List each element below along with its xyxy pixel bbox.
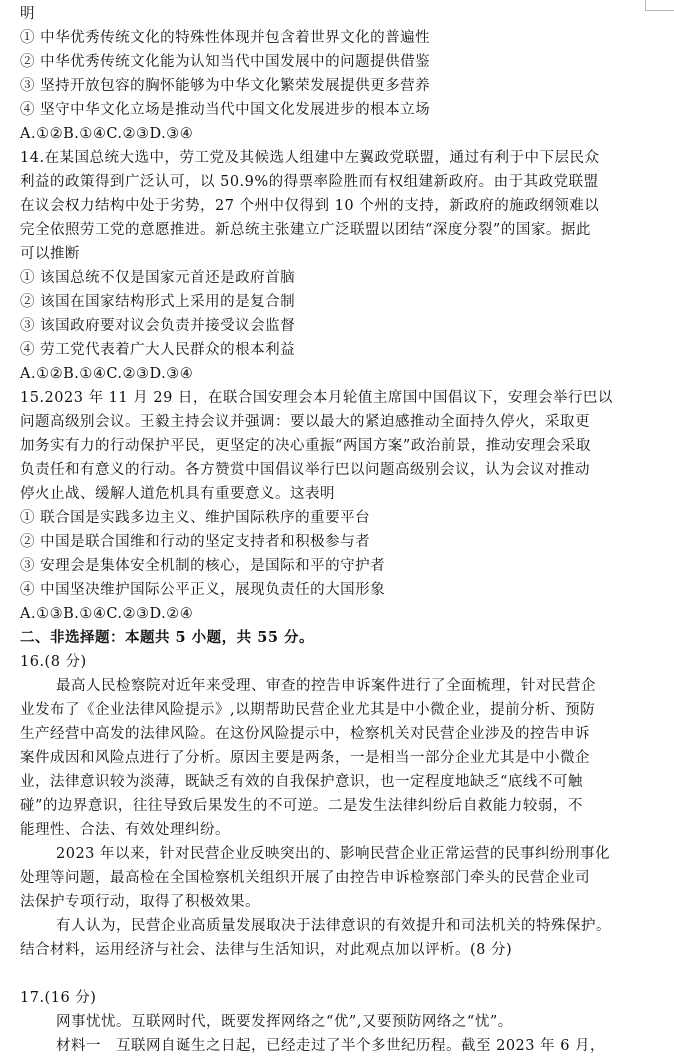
text-line: 碰”的边界意识，往往导致后果发生的不可逆。二是发生法律纠纷后自救能力较弱，不 <box>20 798 583 814</box>
text-line: ① 中华优秀传统文化的特殊性体现并包含着世界文化的普遍性 <box>20 30 431 46</box>
text-line: ② 中国是联合国维和行动的坚定支持者和积极参与者 <box>20 534 371 550</box>
text-line: A.①②B.①④C.②③D.③④ <box>20 126 194 142</box>
text-line: 2023 年以来，针对民营企业反映突出的、影响民营企业正常运营的民事纠纷刑事化 <box>56 846 611 862</box>
text-line: 二、非选择题：本题共 5 小题，共 55 分。 <box>20 629 314 646</box>
text-line: 17.(16 分) <box>20 990 97 1006</box>
text-line: ③ 该国政府要对议会负责并接受议会监督 <box>20 318 296 334</box>
text-line: ④ 坚守中华文化立场是推动当代中国文化发展进步的根本立场 <box>20 102 431 118</box>
exam-document <box>20 2 672 1058</box>
text-line: ① 该国总统不仅是国家元首还是政府首脑 <box>20 270 296 286</box>
blank-line <box>20 962 672 986</box>
text-line: 14.在某国总统大选中，劳工党及其候选人组建中左翼政党联盟，通过有利于中下层民众 <box>20 150 600 166</box>
text-line: 生产经营中高发的法律风险。在这份风险提示中，检察机关对民营企业涉及的控告申诉 <box>20 726 590 742</box>
text-line: 业发布了《企业法律风险提示》,以期帮助民营企业尤其是中小微企业，提前分析、预防 <box>20 702 596 718</box>
text-line: A.①③B.①④C.②③D.②④ <box>20 606 194 622</box>
text-line: ① 联合国是实践多边主义、维护国际秩序的重要平台 <box>20 510 371 526</box>
text-line: 明 <box>20 6 35 22</box>
text-line: 在议会权力结构中处于劣势，27 个州中仅得到 10 个州的支持，新政府的施政纲领难以 <box>20 198 600 214</box>
text-line: 完全依照劳工党的意愿推进。新总统主张建立广泛联盟以团结“深度分裂”的国家。据此 <box>20 222 591 238</box>
text-line: ③ 安理会是集体安全机制的核心，是国际和平的守护者 <box>20 558 386 574</box>
text-line: 案件成因和风险点进行了分析。原因主要是两条，一是相当一部分企业尤其是中小微企 <box>20 750 590 766</box>
text-line: 业，法律意识较为淡薄，既缺乏有效的自我保护意识，也一定程度地缺乏“底线不可触 <box>20 774 583 790</box>
text-line: ④ 中国坚决维护国际公平正义，展现负责任的大国形象 <box>20 582 386 598</box>
text-line: 有人认为，民营企业高质量发展取决于法律意识的有效提升和司法机关的特殊保护。 <box>56 918 611 934</box>
text-line: 材料一 互联网自诞生之日起，已经走过了半个多世纪历程。截至 2023 年 6 月， <box>56 1038 606 1054</box>
text-line: 负责任和有意义的行动。各方赞赏中国倡议举行巴以问题高级别会议，认为会议对推动 <box>20 462 590 478</box>
text-line: 网事忧忧。互联网时代，既要发挥网络之“优”,又要预防网络之“忧”。 <box>56 1014 513 1030</box>
text-line: 15.2023 年 11 月 29 日，在联合国安理会本月轮值主席国中国倡议下，安理会举行巴以 <box>20 390 613 406</box>
text-line: 问题高级别会议。王毅主持会议并强调：要以最大的紧迫感推动全面持久停火，采取更 <box>20 414 590 430</box>
text-line: 停火止战、缓解人道危机具有重要意义。这表明 <box>20 486 335 502</box>
text-line: 最高人民检察院对近年来受理、审查的控告申诉案件进行了全面梳理，针对民营企 <box>56 678 596 694</box>
text-line: 处理等问题，最高检在全国检察机关组织开展了由控告申诉检察部门牵头的民营企业司 <box>20 870 590 886</box>
text-line: ③ 坚持开放包容的胸怀能够为中华文化繁荣发展提供更多营养 <box>20 78 431 94</box>
text-line: 结合材料，运用经济与社会、法律与生活知识，对此观点加以评析。(8 分) <box>20 942 513 958</box>
text-line: A.①②B.①④C.②③D.③④ <box>20 366 194 382</box>
text-line: 能理性、合法、有效处理纠纷。 <box>20 822 230 838</box>
text-line: ② 该国在国家结构形式上采用的是复合制 <box>20 294 296 310</box>
text-line: 可以推断 <box>20 246 80 262</box>
text-line: 加务实有力的行动保护平民，更坚定的决心重振“两国方案”政治前景，推动安理会采取 <box>20 438 591 454</box>
text-line: 法保护专项行动，取得了积极效果。 <box>20 894 260 910</box>
text-line: ② 中华优秀传统文化能为认知当代中国发展中的问题提供借鉴 <box>20 54 431 70</box>
text-line: 16.(8 分) <box>20 654 87 670</box>
text-line: 利益的政策得到广泛认可，以 50.9%的得票率险胜而有权组建新政府。由于其政党联盟 <box>20 174 599 190</box>
text-line: ④ 劳工党代表着广大人民群众的根本利益 <box>20 342 296 358</box>
